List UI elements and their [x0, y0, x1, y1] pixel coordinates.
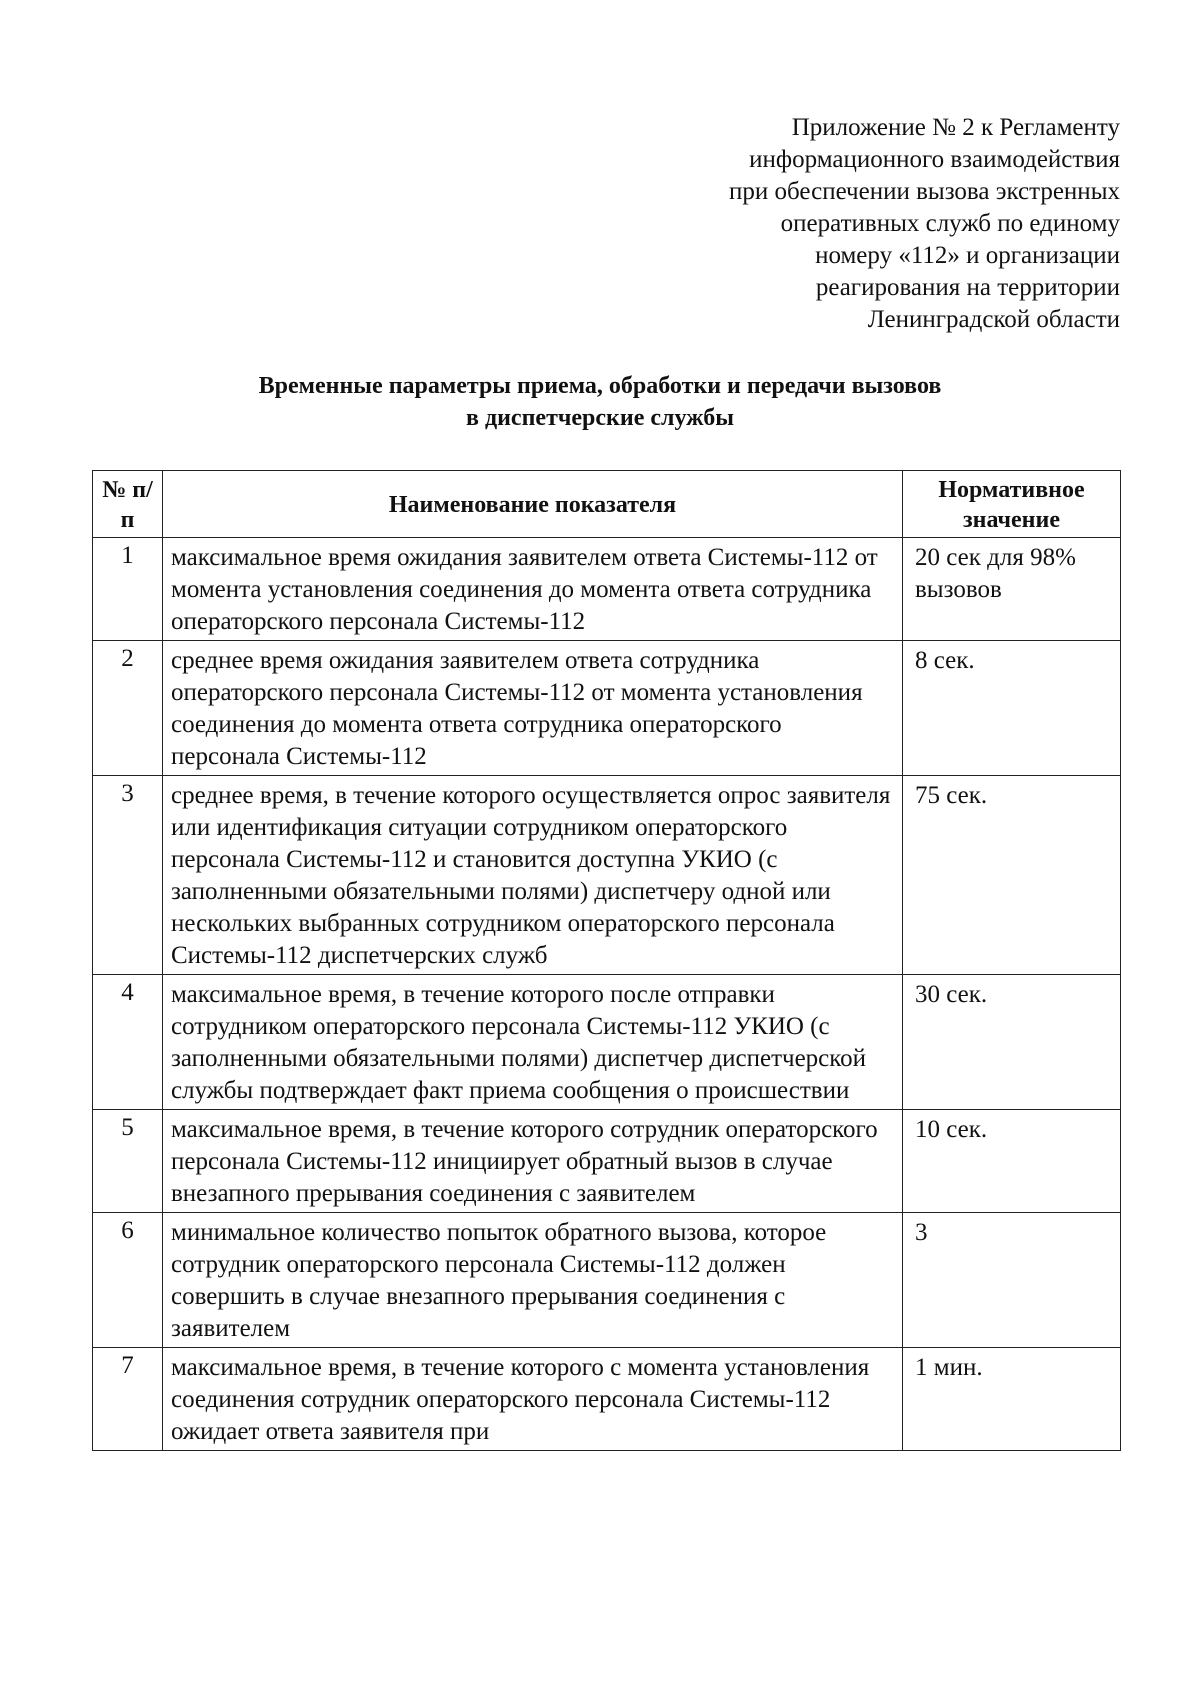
- table-row: [93, 641, 1121, 776]
- table-row: [93, 1110, 1121, 1213]
- table-row: [93, 975, 1121, 1110]
- row-indicator-name: максимальное время, в течение которого с момента установления соединения сотрудник операторского персонала Системы-112 ожидает ответа заявителя при: [163, 1348, 903, 1451]
- table-row: [93, 1348, 1121, 1451]
- appendix-line: Приложение № 2 к Регламенту: [791, 114, 1120, 141]
- row-normative-value: 10 сек.: [903, 1110, 1121, 1213]
- row-normative-value: 20 сек для 98% вызовов: [903, 538, 1121, 641]
- appendix-header: [600, 112, 1120, 336]
- row-normative-value: 3: [903, 1213, 1121, 1348]
- header-indicator-name: Наименование показателя: [163, 471, 903, 538]
- table-row: [93, 1213, 1121, 1348]
- appendix-line: при обеспечении вызова экстренных: [728, 178, 1120, 205]
- row-normative-value: 8 сек.: [903, 641, 1121, 776]
- row-number: 6: [93, 1213, 163, 1348]
- row-indicator-name: среднее время ожидания заявителем ответа сотрудника операторского персонала Системы-112 от момента установления соединения до момента ответа сотрудника операторского персонала Системы-112: [163, 641, 903, 776]
- appendix-line: оперативных служб по единому: [780, 210, 1120, 237]
- row-indicator-name: минимальное количество попыток обратного вызова, которое сотрудник операторского персонала Системы-112 должен совершить в случае внезапного прерывания соединения с заявителем: [163, 1213, 903, 1348]
- document-title: [0, 370, 1200, 434]
- appendix-line: Ленинградской области: [867, 306, 1120, 333]
- appendix-line: информационного взаимодействия: [749, 146, 1120, 173]
- row-number: 1: [93, 538, 163, 641]
- row-number: 3: [93, 776, 163, 975]
- document-title-line-2: в диспетчерские службы: [466, 405, 734, 431]
- row-number: 4: [93, 975, 163, 1110]
- table-row: [93, 776, 1121, 975]
- row-indicator-name: максимальное время ожидания заявителем ответа Системы-112 от момента установления соединения до момента ответа сотрудника операторского персонала Системы-112: [163, 538, 903, 641]
- header-normative-value: Нормативное значение: [903, 471, 1121, 538]
- row-indicator-name: максимальное время, в течение которого сотрудник операторского персонала Системы-112 инициирует обратный вызов в случае внезапного прерывания соединения с заявителем: [163, 1110, 903, 1213]
- row-normative-value: 1 мин.: [903, 1348, 1121, 1451]
- row-indicator-name: среднее время, в течение которого осуществляется опрос заявителя или идентификация ситуации сотрудником операторского персонала Системы-112 и становится доступна УКИО (с заполненными обязательными полями) диспетчеру одной или нескольких выбранных сотрудником операторского персонала Системы-112 диспетчерских служб: [163, 776, 903, 975]
- row-normative-value: 75 сек.: [903, 776, 1121, 975]
- row-number: 5: [93, 1110, 163, 1213]
- header-number: № п/п: [93, 471, 163, 538]
- parameters-table: [92, 470, 1121, 1451]
- row-normative-value: 30 сек.: [903, 975, 1121, 1110]
- document-title-line-1: Временные параметры приема, обработки и передачи вызовов: [258, 373, 942, 399]
- table-row: [93, 538, 1121, 641]
- table-header-row: [93, 471, 1121, 538]
- appendix-line: номеру «112» и организации: [815, 242, 1120, 269]
- row-indicator-name: максимальное время, в течение которого после отправки сотрудником операторского персонала Системы-112 УКИО (с заполненными обязательными полями) диспетчер диспетчерской службы подтверждает факт приема сообщения о происшествии: [163, 975, 903, 1110]
- parameters-table-container: [92, 470, 1120, 1451]
- row-number: 2: [93, 641, 163, 776]
- row-number: 7: [93, 1348, 163, 1451]
- appendix-line: реагирования на территории: [815, 274, 1120, 301]
